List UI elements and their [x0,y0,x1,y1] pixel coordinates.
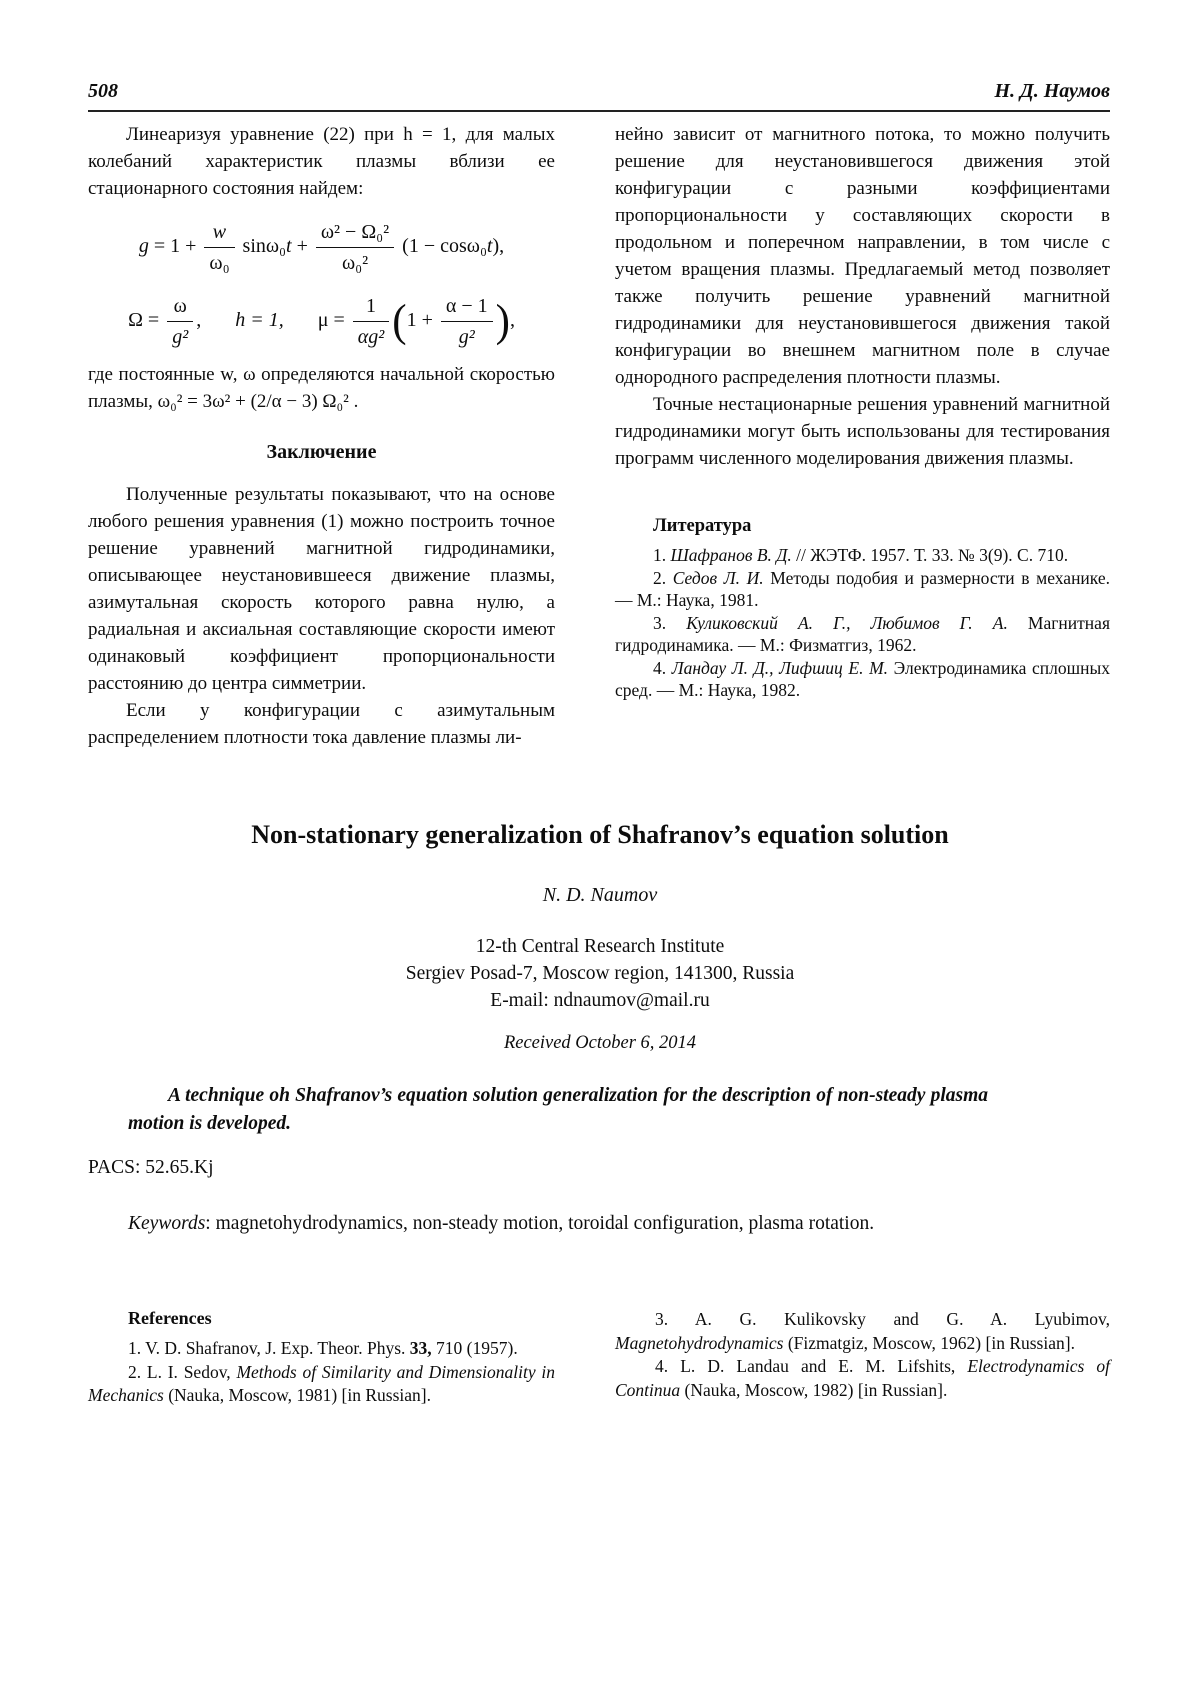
references-left-column [88,1308,555,1408]
eq2-f2-den: αg² [357,326,385,348]
paragraph-exact-solutions: Точные нестационарные решения уравнений магнитной гидродинамики могут быть использованы для тестирования программ численного моделирования движения плазмы. [615,394,1110,469]
equation-1 [88,219,555,276]
russian-right-column [615,121,1110,751]
ref-pre: 2. L. I. Sedov, [128,1361,237,1382]
eq1-arg1: ω₀ [265,235,287,258]
affiliation-block [0,933,1200,1014]
ref-number: 3. [653,612,667,633]
reference-item-ru [615,544,1110,567]
ref-post: (Fizmatgiz, Moscow, 1962) [in Russian]. [783,1332,1075,1353]
eq2-fraction-3 [441,293,493,350]
eq1-rel: = 1 + [153,235,197,258]
eq1-open: (1 − [402,235,436,258]
reference-item-en [88,1361,555,1408]
eq2-f3-num: α − 1 [441,293,493,322]
reference-item-en [88,1337,555,1361]
eq2-fraction-1 [167,293,193,350]
eq1-lhs: g [138,235,149,258]
pacs-line: PACS: 52.65.Kj [88,1157,214,1178]
eq1-cos: cos [440,235,467,258]
affiliation-email: E-mail: ndnaumov@mail.ru [490,990,710,1011]
page-header [88,80,1110,112]
eq2-f2-num: 1 [353,293,390,322]
eq1-var2: t [486,235,493,258]
eq2-h: h = 1, [235,309,284,332]
ref-authors: Шафранов В. Д. [670,545,792,565]
ref-text: Методы подобия и размерности в механике. — М.: Наука, 1981. [615,567,1111,610]
eq2-f3-den: g² [458,326,475,348]
reference-item-ru [615,657,1110,702]
eq2-mu: μ = [317,309,345,332]
paragraph-linearize: Линеаризуя уравнение (22) при h = 1, для малых колебаний характеристик плазмы вблизи ее стационарного состояния найдем: [88,124,555,199]
reference-item-ru [615,612,1110,657]
keywords-label: Keywords [128,1213,206,1234]
references-right-column [615,1308,1110,1408]
ref-authors: Седов Л. И. [672,567,764,588]
reference-item-en [615,1308,1110,1355]
ref-volume: 33, [409,1338,432,1358]
references-heading: References [128,1308,212,1328]
english-references [88,1308,1110,1408]
paragraph-config: Если у конфигурации с азимутальным распределением плотности тока давление плазмы ли- [88,700,555,748]
page-number: 508 [88,80,118,102]
paragraph-continuation: нейно зависит от магнитного потока, то можно получить решение для неустановившегося движения этой конфигурации с разными коэффициентами пропорциональности у составляющих скорости в продольном и поперечном направлении, в том числе с учетом вращения плазмы. Предлагаемый метод позволяет также получить решение уравнений магнитной гидродинамики для неустановившегося движения такой конфигурации во внешнем магнитном поле в случае однородного распределения плотности плазмы. [615,124,1110,388]
ref-number: 2. [653,567,667,588]
ref-post: 710 (1957). [431,1338,518,1358]
eq2-comma-1: , [196,309,202,332]
ref-authors: Ландау Л. Д., Лифшиц Е. М. [671,657,889,678]
eq1-fraction-1 [204,219,234,276]
eq2-f1-den: g² [172,326,189,348]
eq2-fraction-2 [353,293,390,350]
literature-heading: Литература [653,516,752,536]
ref-post: (Nauka, Moscow, 1982) [in Russian]. [680,1379,948,1400]
reference-item-en [615,1355,1110,1402]
eq2-right-paren: ) [495,296,510,347]
ref-book-title: Electrodynamics of Continua [615,1356,1110,1400]
eq1-arg2: ω₀ [466,235,487,258]
paragraph-constants: где постоянные w, ω определяются начальной скоростью плазмы, ω₀² = 3ω² + (2/α − 3) Ω₀² . [88,364,555,412]
abstract-text: A technique oh Shafranov’s equation solution generalization for the description of non-steady plasma motion is developed. [128,1085,988,1134]
paragraph-results: Полученные результаты показывают, что на основе любого решения уравнения (1) можно построить точное решение уравнений магнитной гидродинамики, описывающее неустановившееся движение плазмы, азимутальная скорость которого равна нулю, а радиальная и аксиальная составляющие скорости имеют одинаковый коэффициент пропорциональности расстоянию до центра симметрии. [88,484,555,694]
eq1-f2-num: ω² − Ω₀² [316,219,394,248]
eq2-lhs: Ω = [128,309,160,332]
ref-number: 1. [653,545,667,565]
conclusion-heading: Заключение [266,441,377,463]
eq1-f1-num: w [204,219,234,248]
equation-2 [88,293,555,350]
eq2-inner: 1 + [406,309,433,332]
keywords-line [88,1213,1110,1235]
ref-pre: 1. V. D. Shafranov, J. Exp. Theor. Phys. [128,1338,410,1358]
ref-authors: Куликовский А. Г., Любимов Г. А. [686,612,1008,633]
eq1-plus: + [296,235,308,258]
affiliation-address: Sergiev Posad-7, Moscow region, 141300, Russia [405,963,795,984]
ref-text: Магнитная гидродинамика. — М.: Физматгиз, 1962. [615,612,1110,655]
eq2-f1-num: ω [167,293,193,322]
eq1-close: ), [492,235,505,258]
received-date: Received October 6, 2014 [503,1033,697,1053]
author-name-en: N. D. Naumov [542,884,658,906]
eq2-left-paren: ( [392,296,407,347]
ref-pre: 4. L. D. Landau and E. M. Lifshits, [655,1356,968,1376]
russian-left-column [88,121,555,751]
ref-text: // ЖЭТФ. 1957. Т. 33. № 3(9). С. 710. [791,545,1069,565]
eq1-var1: t [286,235,292,258]
eq1-f1-den: ω₀ [209,252,230,274]
ref-book-title: Methods of Similarity and Dimensionality in Mechanics [88,1361,555,1405]
ref-post: (Nauka, Moscow, 1981) [in Russian]. [163,1385,431,1405]
eq1-sin: sin [242,235,266,258]
reference-item-ru [615,567,1110,612]
ref-text: Электродинамика сплошных сред. — М.: Наука, 1982. [615,657,1110,700]
eq1-f2-den: ω₀² [341,252,369,274]
russian-body [88,121,1110,751]
running-author: Н. Д. Наумов [994,80,1110,102]
keywords-text: : magnetohydrodynamics, non-steady motion, toroidal configuration, plasma rotation. [205,1213,875,1234]
ref-number: 4. [653,657,667,678]
eq2-comma-2: , [509,309,515,332]
ref-book-title: Magnetohydrodynamics [615,1332,784,1353]
eq1-fraction-2 [316,219,394,276]
article-title-en: Non-stationary generalization of Shafranov’s equation solution [251,820,949,849]
ref-pre: 3. A. G. Kulikovsky and G. A. Lyubimov, [655,1309,1110,1329]
affiliation-institute: 12-th Central Research Institute [475,936,725,957]
